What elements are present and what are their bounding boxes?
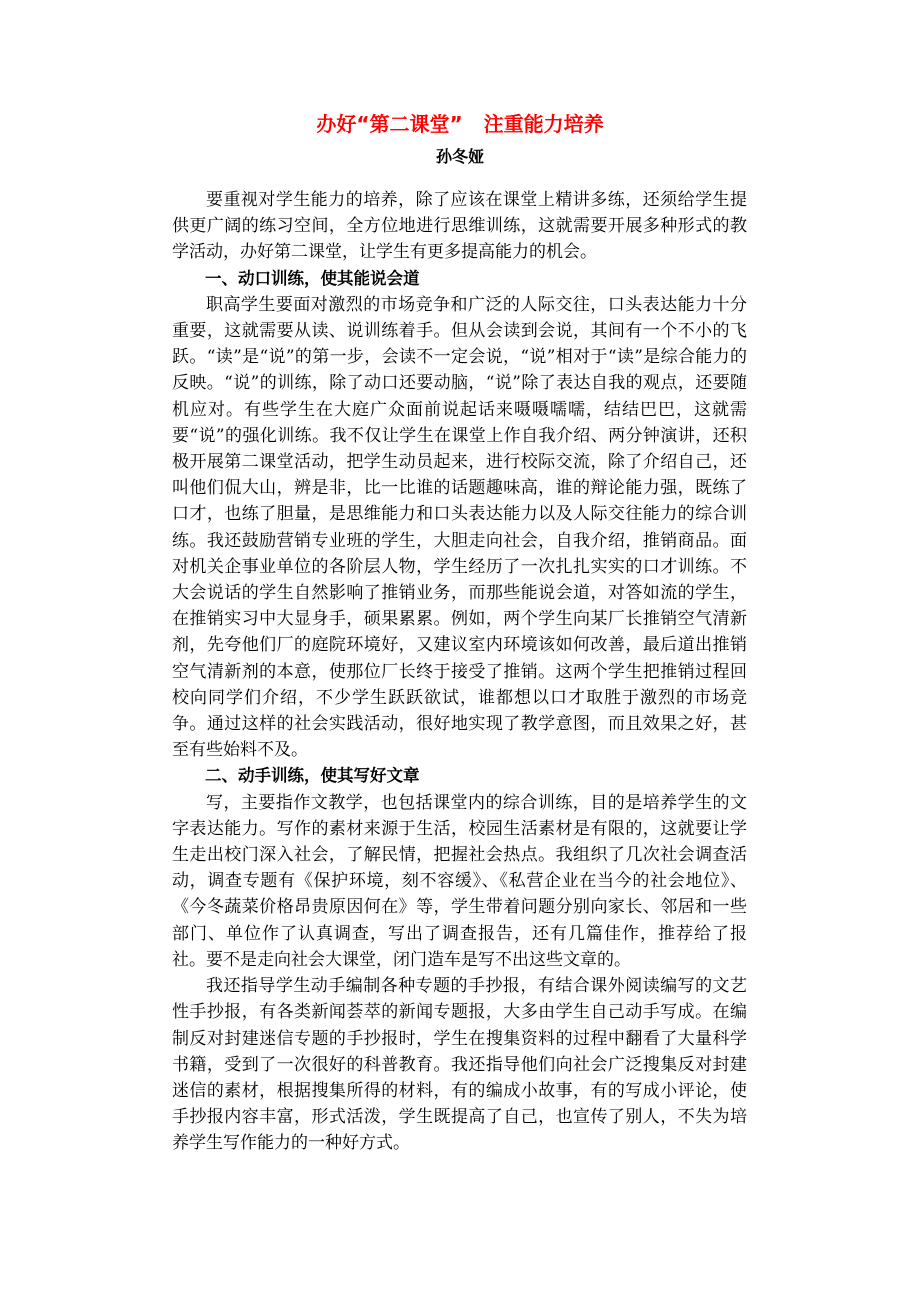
document-body xyxy=(172,187,747,1157)
section-2-paragraph-1: 写，主要指作文教学，也包括课堂内的综合训练，目的是培养学生的文字表达能力。写作的素材来源于生活，校园生活素材是有限的，这就要让学生走出校门深入社会，了解民情，把握社会热点。我组织了几次社会调查活动，调查专题有《保护环境，刻不容缓》、《私营企业在当今的社会地位》、《今冬蔬菜价格昂贵原因何在》等，学生带着问题分别向家长、邻居和一些部门、单位作了认真调查，写出了调查报告，还有几篇佳作，推荐给了报社。要不是走向社会大课堂，闭门造车是写不出这些文章的。 xyxy=(172,792,747,970)
section-heading-2: 二、动手训练，使其写好文章 xyxy=(205,766,420,786)
section-1-paragraph-1: 职高学生要面对激烈的市场竞争和广泛的人际交往，口头表达能力十分重要，这就需要从读、说训练着手。但从会读到会说，其间有一个不小的飞跃。“读”是“说”的第一步，会读不一定会说，“说”相对于“读”是综合能力的反映。“说”的训练，除了动口还要动脑，“说”除了表达自我的观点，还要随机应对。有些学生在大庭广众面前说起话来嗫嗫嚅嚅，结结巴巴，这就需要“说”的强化训练。我不仅让学生在课堂上作自我介绍、两分钟演讲，还积极开展第二课堂活动，把学生动员起来，进行校际交流，除了介绍自己，还叫他们侃大山，辨是非，比一比谁的话题趣味高，谁的辩论能力强，既练了口才，也练了胆量，是思维能力和口头表达能力以及人际交往能力的综合训练。我还鼓励营销专业班的学生，大胆走向社会，自我介绍，推销商品。面对机关企事业单位的各阶层人物，学生经历了一次扎扎实实的口才训练。不大会说话的学生自然影响了推销业务，而那些能说会道，对答如流的学生，在推销实习中大显身手，硕果累累。例如，两个学生向某厂长推销空气清新剂，先夸他们厂的庭院环境好，又建议室内环境该如何改善，最后道出推销空气清新剂的本意，使那位厂长终于接受了推销。这两个学生把推销过程回校向同学们介绍，不少学生跃跃欲试，谁都想以口才取胜于激烈的市场竞争。通过这样的社会实践活动，很好地实现了教学意图，而且效果之好，甚至有些始料不及。 xyxy=(172,294,747,761)
section-heading-1: 一、动口训练，使其能说会道 xyxy=(205,268,420,288)
section-2-paragraph-2: 我还指导学生动手编制各种专题的手抄报，有结合课外阅读编写的文艺性手抄报，有各类新闻荟萃的新闻专题报，大多由学生自己动手写成。在编制反对封建迷信专题的手抄报时，学生在搜集资料的过程中翻看了大量科学书籍，受到了一次很好的科普教育。我还指导他们向社会广泛搜集反对封建迷信的素材，根据搜集所得的材料，有的编成小故事，有的写成小评论，使手抄报内容丰富，形式活泼，学生既提高了自己，也宣传了别人，不失为培养学生写作能力的一种好方式。 xyxy=(172,976,747,1154)
author-name: 孙冬娅 xyxy=(435,147,484,166)
document-title: 办好“第二课堂” 注重能力培养 xyxy=(316,112,604,136)
intro-paragraph: 要重视对学生能力的培养，除了应该在课堂上精讲多练，还须给学生提供更广阔的练习空间，全方位地进行思维训练，这就需要开展多种形式的教学活动，办好第二课堂，让学生有更多提高能力的机会。 xyxy=(172,190,747,263)
